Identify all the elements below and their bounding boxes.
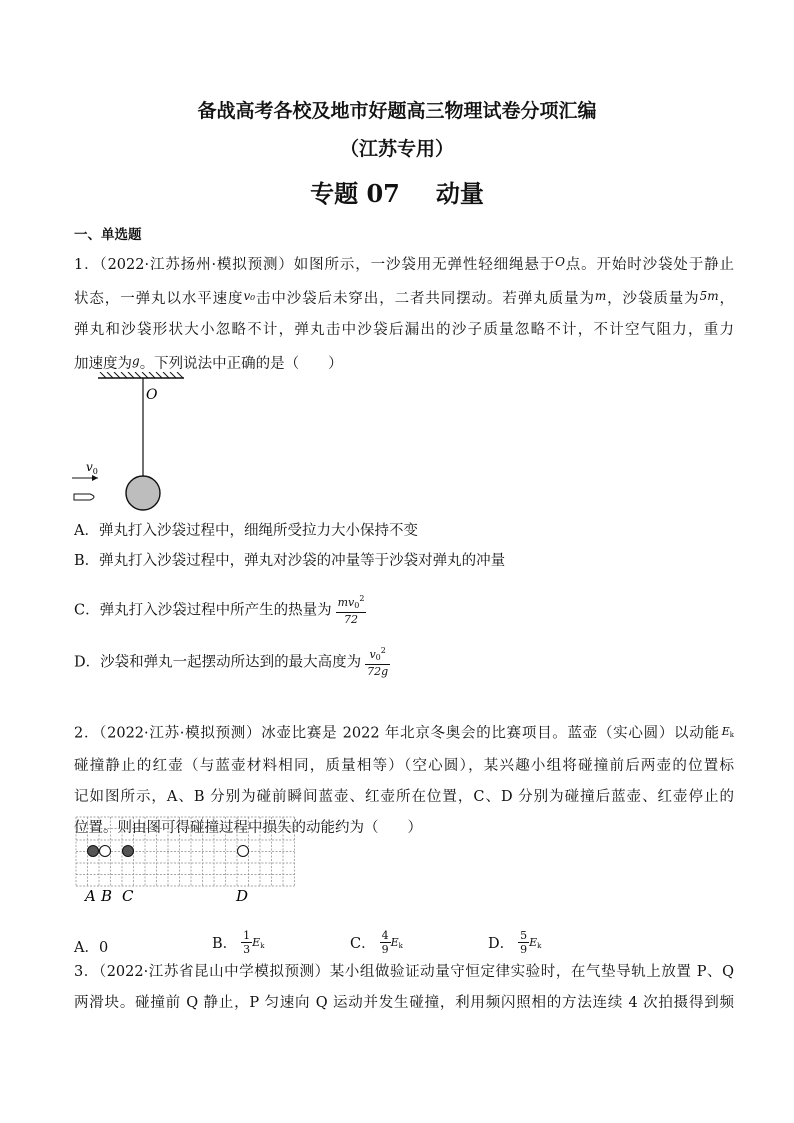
q3-line-2: 两滑块。碰撞前 Q 静止，P 匀速向 Q 运动并发生碰撞，利用频闪照相的方法连续 4 次拍摄得到频 <box>74 995 734 1011</box>
q3-line-1: 3．（2022·江苏省昆山中学模拟预测）某小组做验证动量守恒定律实验时，在气垫导轨上放置 P、Q <box>74 964 734 980</box>
red-stone-b <box>100 846 111 857</box>
red-stone-d <box>238 846 249 857</box>
q1-option-b: B．弹丸打入沙袋过程中，弹丸对沙袋的冲量等于沙袋对弹丸的冲量 <box>74 553 506 569</box>
q2-line-1: 2．（2022·江苏·模拟预测）冰壶比赛是 2022 年北京冬奥会的比赛项目。蓝壶（实心圆）以动能 Ek <box>74 725 734 742</box>
q1-d-fraction: $\frac{v_0^2}{72g}$ <box>367 646 389 678</box>
sandbag-ball <box>126 476 160 510</box>
q1-line-2: 状态，一弹丸以水平速度$^{v_0}$击中沙袋后未穿出，二者共同摆动。若弹丸质量为$^m$，沙袋质量为$^{5m}$， <box>74 289 735 307</box>
doc-subtitle: （江苏专用） <box>339 138 454 160</box>
blue-stone-a <box>88 846 99 857</box>
blue-stone-c <box>123 846 134 857</box>
q2-choice-d: D． $\frac{5}{9}$ Ek <box>488 929 542 956</box>
q1-option-c: C．弹丸打入沙袋过程中所产生的热量为 $\frac{mv_0^2}{72}$ <box>74 594 365 626</box>
curling-grid-figure <box>74 816 304 908</box>
topic-prefix: 专题 07 <box>310 179 400 208</box>
pendulum-figure <box>64 372 204 517</box>
topic-name: 动量 <box>435 179 484 208</box>
question-3 <box>74 957 734 1019</box>
grid-label-a: A <box>85 887 96 905</box>
q2-line-4: 位置。则由图可得碰撞过程中损失的动能约为（ ） <box>74 820 422 836</box>
q1-option-a: A．弹丸打入沙袋过程中，细绳所受拉力大小保持不变 <box>74 523 418 539</box>
q1-line-3: 弹丸和沙袋形状大小忽略不计，弹丸击中沙袋后漏出的沙子质量忽略不计，不计空气阻力，重力 <box>74 322 734 338</box>
q2-choice-b: B． $\frac{1}{3}$ Ek <box>212 929 265 956</box>
q2-choice-a: A．0 <box>74 940 109 956</box>
grid-label-d: D <box>236 887 249 905</box>
bullet-shape <box>74 494 94 500</box>
q2-line-2: 碰撞静止的红壶（与蓝壶材料相同，质量相等）（空心圆），某兴趣小组将碰撞前后两壶的位置标 <box>74 758 734 774</box>
q1-option-d: D．沙袋和弹丸一起摆动所达到的最大高度为 $\frac{v_0^2}{72g}$ <box>74 646 389 678</box>
q1-line-4: 加速度为$^g$。下列说法中正确的是（ ） <box>74 354 343 372</box>
section-title: 一、单选题 <box>74 227 142 243</box>
q2-choice-c: C． $\frac{4}{9}$ Ek <box>350 929 403 956</box>
grid-label-b: B <box>101 887 113 905</box>
q1-line-1: 1．（2022·江苏扬州·模拟预测）如图所示，一沙袋用无弹性轻细绳悬于$^O$点。开始时沙袋处于静止 <box>74 255 735 273</box>
doc-title: 备战高考各校及地市好题高三物理试卷分项汇编 <box>197 100 597 122</box>
velocity-label: $v_0$ <box>86 460 98 476</box>
pivot-label: O <box>146 387 158 403</box>
q2-line-3: 记如图所示，A、B 分别为碰前瞬间蓝壶、红壶所在位置，C、D 分别为碰撞后蓝壶、红壶停止的 <box>74 789 734 805</box>
topic-title <box>0 174 794 209</box>
question-1 <box>74 247 734 380</box>
q1-c-fraction: $\frac{mv_0^2}{72}$ <box>337 594 365 626</box>
grid-label-c: C <box>122 887 134 905</box>
